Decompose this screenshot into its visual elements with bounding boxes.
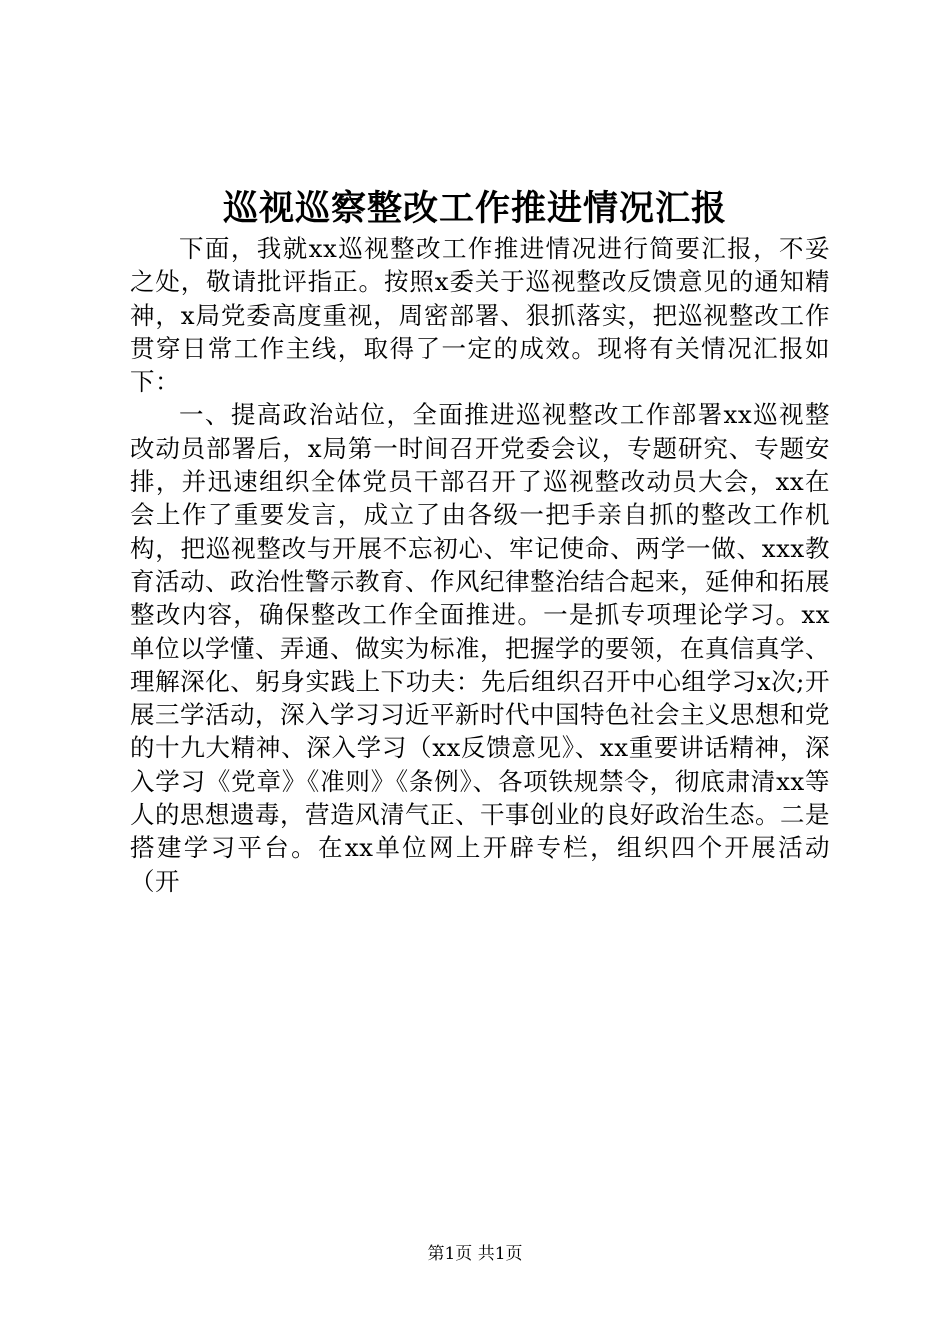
document-title: 巡视巡察整改工作推进情况汇报: [222, 188, 727, 229]
paragraph-intro: 下面，我就xx巡视整改工作推进情况进行简要汇报，不妥之处，敬请批评指正。按照x委关于巡视整改反馈意见的通知精神，x局党委高度重视，周密部署、狠抓落实，把巡视整改工作贯穿日常工作主线，取得了一定的成效。现将有关情况汇报如下：: [130, 234, 830, 397]
paragraph-section-one: 一、提高政治站位，全面推进巡视整改工作部署xx巡视整改动员部署后，x局第一时间召开党委会议，专题研究、专题安排，并迅速组织全体党员干部召开了巡视整改动员大会，xx在会上作了重要发言，成立了由各级一把手亲自抓的整改工作机构，把巡视整改与开展不忘初心、牢记使命、两学一做、xxx教育活动、政治性警示教育、作风纪律整治结合起来，延伸和拓展整改内容，确保整改工作全面推进。一是抓专项理论学习。xx单位以学懂、弄通、做实为标准，把握学的要领，在真信真学、理解深化、躬身实践上下功夫：先后组织召开中心组学习x次;开展三学活动，深入学习习近平新时代中国特色社会主义思想和党的十九大精神、深入学习（xx反馈意见》、xx重要讲话精神，深入学习《党章》《准则》《条例》、各项铁规禁令，彻底肃清xx等人的思想遗毒，营造风清气正、干事创业的良好政治生态。二是搭建学习平台。在xx单位网上开辟专栏，组织四个开展活动（开: [130, 400, 830, 896]
page-footer: 第1页 共1页: [427, 1244, 523, 1264]
document-body: [130, 232, 830, 898]
